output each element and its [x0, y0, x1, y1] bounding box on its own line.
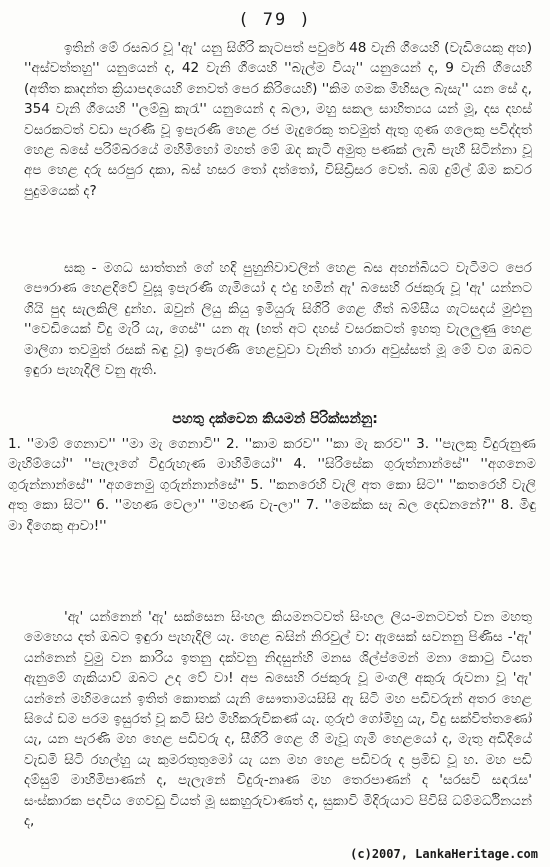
paragraph-1: ඉතින් මේ රසබර වූ 'ඇ' යනු සිගිරි කැටපත් පවුරේ 48 වැනි ගීයෙහි (වැඩියෙකු අහ) ''අස්වත්තහු'' යනුයෙන් ද, 42 වැනි ගීයෙහි ''බැල්ම වියැ'' යනුයෙන් ද, 9 වැනි ගීයෙහි (අතීත කෘදන්ත ක්‍රියාපදයෙහි නෙවත් පෙර කිරියෙහි) ''කිම ගමක මිහිසල බැසැ'' යන සේ ද, 354 වැනි ගීයෙහි ''ලම්බු කැරැ'' යනුයෙන් ද බලා, මහු සකල සාහිත්‍යය යන් මූ, දස දහස් වසරකටත් වඩා පැරණි වූ ඉපැරණි හෙළ රජ මැදුරෙකු තවමුත් ඇතු ගුණ ගලෙකු පවිද්දත් හෙළ බසේ පරිම්ඛරයේ මහිමිහෝ මහත් මේ ඔද කැටී අමුතු පණක් ලැබී පැහී සිටින්නා වූ අප හෙළ දරු සරපුර දකා, බස් හසර තෝ දත්තෝ, විසිඩ්‍රිසර වෙත්. බඹ දුම්ල් ඕම කවර පුදුමයෙක් ද?	[24, 40, 532, 199]
examples-list: 1. ''මාම් ගෙනාව'' ''මා මැ ගෙනාවි'' 2. ''කාම කරව'' ''කා මැ කරව'' 3. ''පැලකු විදුරුනුණ මැහිම්යෝ'' ''පැලෑගේ විදුරුහැණ මාහිමියෝ'' 4. ''සිරිසේක ගුරුත්නාන්සේ'' ''අගනෙම ගුරුන්නාන්සේ'' ''අගනෙමු ගුරුන්නාන්සේ'' 5. ''කනරෙහි වැලි අත කො සිට'' ''කතරෙහි වැලි අතු කො සිට'' 6. ''මහණ වෙලා'' ''මහණ වැ-ලා'' 7. ''මෙක්ක සැ බල දෙඩනනේ?'' 8. මිඳු මා දීගෙකු ආවා!''	[8, 436, 536, 534]
paragraph-2: සකු - මගධ සාත්තන් ගේ හදි පුහුනිවාවලින් හෙළ බස අහන්බියට වැටීමට පෙර පෞරාණ හෙළදිවේ වුසූ ඉපැරණි ගැමියෝ ද එදු හමින් ඇ' බසෙහි රජකුරු වූ 'ඇ' යන්නට ගියි පුද සැලකිලි දුන්හ. ඔවුන් ලියු කියු ඉමියුරු සිගිරි ගෙළ ගීත් බම්සීය ගැටසදය් මුළුනු ''වෙඩියෙක් විදු මැරි යැ, ගෙස්'' යන ඇ (හත් අට දහස් වසරකටත් ඉහතු වැලලුණු හෙළ මාලිගා තවමුත් රසක් බඳු වූ) ඉපැරණි හෙළවුවා වැනිත් හාරා අවුස්සත් මූ මේ වග ඔබට ඉඳුරා පැහැදිලි වනු ඇති.	[24, 260, 532, 379]
section-heading: පහතු දක්වෙන කියමන් පිරික්සන්නු:	[172, 411, 378, 427]
paragraph-3: 'ඇ' යන්නෙන් 'ඇ' සක්සෙන සිංහල කියමනටවත් සිංහල ලිය-මනටවත් වන මහතු මෙහෙය දත් ඔබට ඉඳුරා පැහැදිලි යැ. හෙළ බසින් නිරවුල් ව: ඇසෙක් සවනනු පිණිස -'ඇ' යන්නෙන් වුමු වන කාරිය ඉතනු දක්වනු නිදසුන්හි මනස ශිල්ප්මෙන් මනා කොටු වියත ඇනුමේ ගැකියාව් ඔබට උද වේ වා! අප බසෙහි රජකුරු වූ මංගලී අකුරු රුවනා වූ 'ඇ' යන්නේ මහිමයෙන් ඉතිත් කොතක් යැනි සෞතාමයසිසි ඇ සිටි මහ පඩිවරුන් අතර හෙළ සියේ ඩම පරම ඉසුරත් වූ කටි සිළු මිහිකරුවිකණ් යැ. ගුරුළු ගෝමිහු යැ, විදු සක්විත්තණෝ යැ, යන පැරණි මහ හෙළ පඩිවරු ද, සීගිරි ගෙළ ගි මැවූ ගැමි හෙළයෝ ද, මැතු අඩිදියේ වැඩමි සිටි රහල්හු යැ කුමරතුතුමෝ යැ යන මහ හෙළ පඩිවරු ද ප්‍රමිඩ වූ හ. මහ පඩි දම්සුම් මාහිමිපාණන් ද, පැලැනේ විදුරු-නෘණ මහ තෙරපාණන් ද 'සරසවි සඳරැස' සංස්කාරක පදවිය ගෙවඩු වියත් මූ සකහුරුවාණත් ද, සුකාවි මිදිරුයාට පිවිසි ධම්මර්ධිනයන් ද,	[24, 609, 532, 830]
copyright-footer: (c)2007, LankaHeritage.com	[350, 847, 538, 861]
page-number: ( 79 )	[238, 10, 312, 30]
